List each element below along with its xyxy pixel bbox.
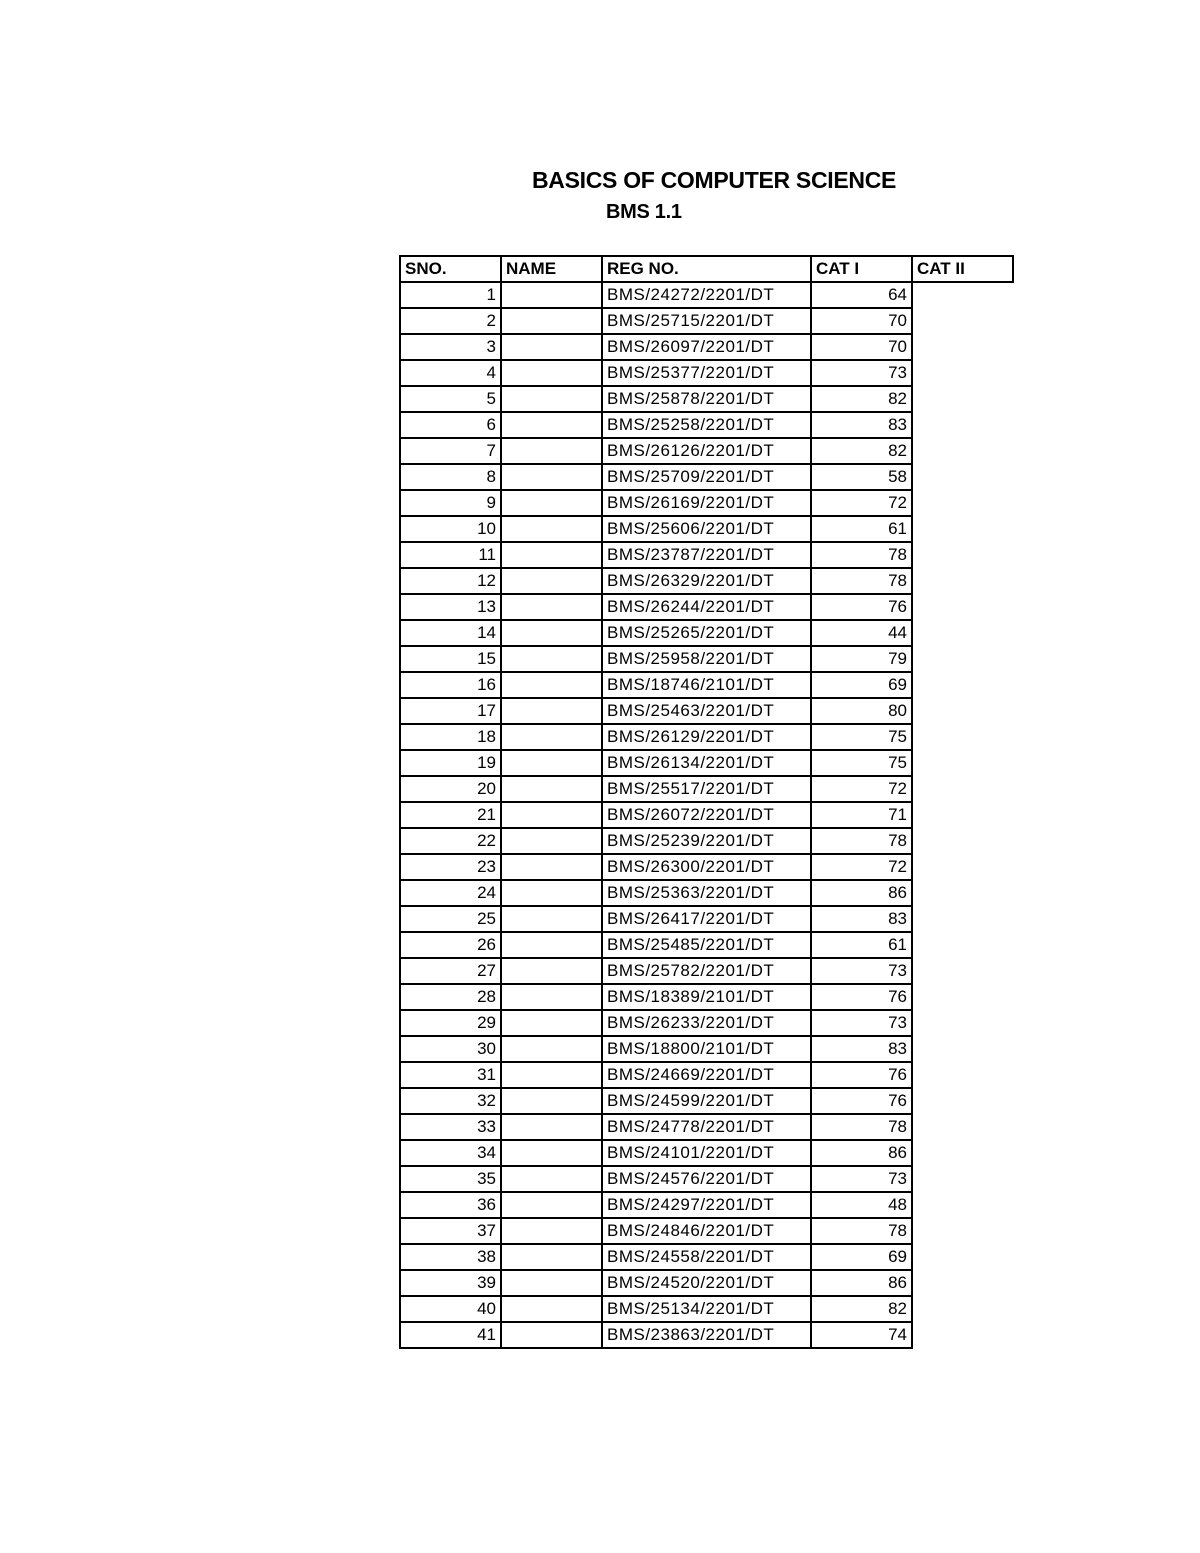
sno-cell: 35 <box>400 1166 501 1192</box>
sno-cell: 8 <box>400 464 501 490</box>
cat2-cell <box>912 1296 1013 1322</box>
cat2-cell <box>912 308 1013 334</box>
cat2-cell <box>912 594 1013 620</box>
table-row <box>400 464 1013 490</box>
cat2-cell <box>912 1244 1013 1270</box>
table-row <box>400 646 1013 672</box>
table-row <box>400 1140 1013 1166</box>
cat2-cell <box>912 1166 1013 1192</box>
table-row <box>400 698 1013 724</box>
cat1-cell: 86 <box>811 880 912 906</box>
reg-no-cell: BMS/26329/2201/DT <box>602 568 811 594</box>
table-header-row <box>400 256 1013 282</box>
name-cell <box>501 802 602 828</box>
table-row <box>400 984 1013 1010</box>
cat1-cell: 76 <box>811 594 912 620</box>
cat1-cell: 75 <box>811 750 912 776</box>
cat1-cell: 78 <box>811 828 912 854</box>
sno-cell: 11 <box>400 542 501 568</box>
name-cell <box>501 1218 602 1244</box>
cat2-cell <box>912 516 1013 542</box>
name-cell <box>501 438 602 464</box>
name-cell <box>501 542 602 568</box>
name-cell <box>501 1270 602 1296</box>
cat2-cell <box>912 672 1013 698</box>
table-row <box>400 1270 1013 1296</box>
table-row <box>400 386 1013 412</box>
table-row <box>400 1062 1013 1088</box>
cat1-cell: 58 <box>811 464 912 490</box>
name-cell <box>501 984 602 1010</box>
reg-no-cell: BMS/18389/2101/DT <box>602 984 811 1010</box>
reg-no-cell: BMS/25782/2201/DT <box>602 958 811 984</box>
table-row <box>400 1010 1013 1036</box>
reg-no-cell: BMS/25265/2201/DT <box>602 620 811 646</box>
sno-cell: 41 <box>400 1322 501 1348</box>
cat1-cell: 86 <box>811 1140 912 1166</box>
cat2-cell <box>912 932 1013 958</box>
name-cell <box>501 776 602 802</box>
reg-no-cell: BMS/26244/2201/DT <box>602 594 811 620</box>
cat2-cell <box>912 438 1013 464</box>
table-row <box>400 360 1013 386</box>
cat2-cell <box>912 750 1013 776</box>
name-cell <box>501 724 602 750</box>
cat2-cell <box>912 1062 1013 1088</box>
cat1-cell: 73 <box>811 958 912 984</box>
cat1-cell: 44 <box>811 620 912 646</box>
table-row <box>400 1088 1013 1114</box>
table-row <box>400 1244 1013 1270</box>
table-row <box>400 1114 1013 1140</box>
reg-no-cell: BMS/25606/2201/DT <box>602 516 811 542</box>
reg-no-cell: BMS/24669/2201/DT <box>602 1062 811 1088</box>
name-cell <box>501 1192 602 1218</box>
reg-no-cell: BMS/24520/2201/DT <box>602 1270 811 1296</box>
table-row <box>400 1218 1013 1244</box>
name-cell <box>501 1114 602 1140</box>
header-sno: SNO. <box>400 256 501 282</box>
cat2-cell <box>912 464 1013 490</box>
sno-cell: 7 <box>400 438 501 464</box>
sno-cell: 13 <box>400 594 501 620</box>
sno-cell: 22 <box>400 828 501 854</box>
sno-cell: 12 <box>400 568 501 594</box>
table-row <box>400 932 1013 958</box>
reg-no-cell: BMS/24297/2201/DT <box>602 1192 811 1218</box>
sno-cell: 17 <box>400 698 501 724</box>
header-cat2: CAT II <box>912 256 1013 282</box>
sno-cell: 34 <box>400 1140 501 1166</box>
cat2-cell <box>912 776 1013 802</box>
table-row <box>400 568 1013 594</box>
cat2-cell <box>912 568 1013 594</box>
sno-cell: 18 <box>400 724 501 750</box>
table-row <box>400 906 1013 932</box>
sno-cell: 21 <box>400 802 501 828</box>
cat2-cell <box>912 282 1013 308</box>
name-cell <box>501 620 602 646</box>
reg-no-cell: BMS/25377/2201/DT <box>602 360 811 386</box>
reg-no-cell: BMS/25485/2201/DT <box>602 932 811 958</box>
sno-cell: 3 <box>400 334 501 360</box>
name-cell <box>501 854 602 880</box>
sno-cell: 27 <box>400 958 501 984</box>
cat1-cell: 61 <box>811 932 912 958</box>
reg-no-cell: BMS/25878/2201/DT <box>602 386 811 412</box>
table-row <box>400 776 1013 802</box>
cat2-cell <box>912 1218 1013 1244</box>
cat1-cell: 74 <box>811 1322 912 1348</box>
table-body <box>400 282 1013 1348</box>
name-cell <box>501 1088 602 1114</box>
cat1-cell: 73 <box>811 360 912 386</box>
reg-no-cell: BMS/26300/2201/DT <box>602 854 811 880</box>
cat2-cell <box>912 724 1013 750</box>
table-row <box>400 958 1013 984</box>
sno-cell: 4 <box>400 360 501 386</box>
reg-no-cell: BMS/25239/2201/DT <box>602 828 811 854</box>
cat1-cell: 78 <box>811 542 912 568</box>
cat1-cell: 83 <box>811 906 912 932</box>
name-cell <box>501 282 602 308</box>
name-cell <box>501 828 602 854</box>
name-cell <box>501 1010 602 1036</box>
sno-cell: 24 <box>400 880 501 906</box>
sno-cell: 30 <box>400 1036 501 1062</box>
table-row <box>400 334 1013 360</box>
name-cell <box>501 1062 602 1088</box>
reg-no-cell: BMS/25958/2201/DT <box>602 646 811 672</box>
cat2-cell <box>912 984 1013 1010</box>
name-cell <box>501 1322 602 1348</box>
sno-cell: 33 <box>400 1114 501 1140</box>
sno-cell: 23 <box>400 854 501 880</box>
name-cell <box>501 412 602 438</box>
name-cell <box>501 932 602 958</box>
sno-cell: 9 <box>400 490 501 516</box>
cat2-cell <box>912 958 1013 984</box>
cat2-cell <box>912 412 1013 438</box>
reg-no-cell: BMS/26233/2201/DT <box>602 1010 811 1036</box>
sno-cell: 20 <box>400 776 501 802</box>
header-reg-no: REG NO. <box>602 256 811 282</box>
sno-cell: 25 <box>400 906 501 932</box>
reg-no-cell: BMS/24778/2201/DT <box>602 1114 811 1140</box>
sno-cell: 16 <box>400 672 501 698</box>
reg-no-cell: BMS/26072/2201/DT <box>602 802 811 828</box>
cat1-cell: 80 <box>811 698 912 724</box>
header-cat1: CAT I <box>811 256 912 282</box>
table-row <box>400 308 1013 334</box>
name-cell <box>501 594 602 620</box>
reg-no-cell: BMS/25363/2201/DT <box>602 880 811 906</box>
marks-table <box>399 255 1014 1349</box>
reg-no-cell: BMS/18800/2101/DT <box>602 1036 811 1062</box>
reg-no-cell: BMS/25258/2201/DT <box>602 412 811 438</box>
cat1-cell: 83 <box>811 1036 912 1062</box>
name-cell <box>501 464 602 490</box>
reg-no-cell: BMS/24558/2201/DT <box>602 1244 811 1270</box>
cat1-cell: 79 <box>811 646 912 672</box>
name-cell <box>501 360 602 386</box>
sno-cell: 39 <box>400 1270 501 1296</box>
cat1-cell: 83 <box>811 412 912 438</box>
reg-no-cell: BMS/25134/2201/DT <box>602 1296 811 1322</box>
cat1-cell: 76 <box>811 1088 912 1114</box>
sno-cell: 26 <box>400 932 501 958</box>
document-title: BASICS OF COMPUTER SCIENCE <box>532 167 897 193</box>
cat2-cell <box>912 334 1013 360</box>
table-row <box>400 828 1013 854</box>
sno-cell: 5 <box>400 386 501 412</box>
reg-no-cell: BMS/26097/2201/DT <box>602 334 811 360</box>
cat1-cell: 73 <box>811 1010 912 1036</box>
table-row <box>400 412 1013 438</box>
table-row <box>400 594 1013 620</box>
cat1-cell: 61 <box>811 516 912 542</box>
cat2-cell <box>912 698 1013 724</box>
cat1-cell: 76 <box>811 984 912 1010</box>
table-row <box>400 1296 1013 1322</box>
cat2-cell <box>912 1322 1013 1348</box>
name-cell <box>501 880 602 906</box>
cat2-cell <box>912 1114 1013 1140</box>
cat2-cell <box>912 1270 1013 1296</box>
sno-cell: 28 <box>400 984 501 1010</box>
cat1-cell: 69 <box>811 1244 912 1270</box>
cat2-cell <box>912 828 1013 854</box>
name-cell <box>501 1036 602 1062</box>
reg-no-cell: BMS/25715/2201/DT <box>602 308 811 334</box>
name-cell <box>501 334 602 360</box>
table-row <box>400 802 1013 828</box>
cat1-cell: 86 <box>811 1270 912 1296</box>
cat2-cell <box>912 1088 1013 1114</box>
cat2-cell <box>912 1192 1013 1218</box>
cat2-cell <box>912 1140 1013 1166</box>
reg-no-cell: BMS/26126/2201/DT <box>602 438 811 464</box>
cat1-cell: 82 <box>811 438 912 464</box>
cat1-cell: 78 <box>811 1218 912 1244</box>
cat1-cell: 82 <box>811 386 912 412</box>
cat2-cell <box>912 386 1013 412</box>
cat1-cell: 78 <box>811 568 912 594</box>
name-cell <box>501 1140 602 1166</box>
cat2-cell <box>912 360 1013 386</box>
table-row <box>400 438 1013 464</box>
cat1-cell: 82 <box>811 1296 912 1322</box>
name-cell <box>501 490 602 516</box>
cat2-cell <box>912 1036 1013 1062</box>
cat2-cell <box>912 880 1013 906</box>
reg-no-cell: BMS/18746/2101/DT <box>602 672 811 698</box>
header-name: NAME <box>501 256 602 282</box>
table-row <box>400 490 1013 516</box>
reg-no-cell: BMS/25463/2201/DT <box>602 698 811 724</box>
name-cell <box>501 672 602 698</box>
reg-no-cell: BMS/24599/2201/DT <box>602 1088 811 1114</box>
table-row <box>400 750 1013 776</box>
reg-no-cell: BMS/24101/2201/DT <box>602 1140 811 1166</box>
cat2-cell <box>912 620 1013 646</box>
name-cell <box>501 516 602 542</box>
table-row <box>400 516 1013 542</box>
table-row <box>400 1166 1013 1192</box>
cat2-cell <box>912 1010 1013 1036</box>
table-row <box>400 542 1013 568</box>
cat1-cell: 71 <box>811 802 912 828</box>
reg-no-cell: BMS/25709/2201/DT <box>602 464 811 490</box>
reg-no-cell: BMS/24576/2201/DT <box>602 1166 811 1192</box>
table-row <box>400 1192 1013 1218</box>
sno-cell: 19 <box>400 750 501 776</box>
cat2-cell <box>912 854 1013 880</box>
cat2-cell <box>912 802 1013 828</box>
reg-no-cell: BMS/26129/2201/DT <box>602 724 811 750</box>
name-cell <box>501 958 602 984</box>
sno-cell: 40 <box>400 1296 501 1322</box>
cat2-cell <box>912 646 1013 672</box>
sno-cell: 6 <box>400 412 501 438</box>
name-cell <box>501 568 602 594</box>
cat1-cell: 70 <box>811 308 912 334</box>
reg-no-cell: BMS/26417/2201/DT <box>602 906 811 932</box>
reg-no-cell: BMS/23787/2201/DT <box>602 542 811 568</box>
cat1-cell: 78 <box>811 1114 912 1140</box>
name-cell <box>501 698 602 724</box>
name-cell <box>501 308 602 334</box>
reg-no-cell: BMS/24272/2201/DT <box>602 282 811 308</box>
cat1-cell: 48 <box>811 1192 912 1218</box>
name-cell <box>501 1166 602 1192</box>
table-row <box>400 1322 1013 1348</box>
sno-cell: 1 <box>400 282 501 308</box>
sno-cell: 38 <box>400 1244 501 1270</box>
reg-no-cell: BMS/26169/2201/DT <box>602 490 811 516</box>
table-row <box>400 854 1013 880</box>
name-cell <box>501 646 602 672</box>
table-row <box>400 1036 1013 1062</box>
cat1-cell: 73 <box>811 1166 912 1192</box>
reg-no-cell: BMS/26134/2201/DT <box>602 750 811 776</box>
name-cell <box>501 386 602 412</box>
cat2-cell <box>912 490 1013 516</box>
document-subtitle: BMS 1.1 <box>606 201 682 223</box>
table-row <box>400 880 1013 906</box>
sno-cell: 32 <box>400 1088 501 1114</box>
sno-cell: 15 <box>400 646 501 672</box>
cat1-cell: 64 <box>811 282 912 308</box>
sno-cell: 14 <box>400 620 501 646</box>
cat1-cell: 72 <box>811 854 912 880</box>
sno-cell: 37 <box>400 1218 501 1244</box>
cat1-cell: 69 <box>811 672 912 698</box>
cat1-cell: 72 <box>811 490 912 516</box>
name-cell <box>501 1296 602 1322</box>
sno-cell: 29 <box>400 1010 501 1036</box>
sno-cell: 31 <box>400 1062 501 1088</box>
reg-no-cell: BMS/24846/2201/DT <box>602 1218 811 1244</box>
name-cell <box>501 906 602 932</box>
reg-no-cell: BMS/25517/2201/DT <box>602 776 811 802</box>
cat1-cell: 72 <box>811 776 912 802</box>
table-row <box>400 620 1013 646</box>
cat2-cell <box>912 906 1013 932</box>
reg-no-cell: BMS/23863/2201/DT <box>602 1322 811 1348</box>
cat1-cell: 76 <box>811 1062 912 1088</box>
sno-cell: 2 <box>400 308 501 334</box>
sno-cell: 36 <box>400 1192 501 1218</box>
name-cell <box>501 1244 602 1270</box>
table-row <box>400 724 1013 750</box>
sno-cell: 10 <box>400 516 501 542</box>
cat1-cell: 75 <box>811 724 912 750</box>
cat1-cell: 70 <box>811 334 912 360</box>
table-row <box>400 282 1013 308</box>
cat2-cell <box>912 542 1013 568</box>
name-cell <box>501 750 602 776</box>
table-row <box>400 672 1013 698</box>
